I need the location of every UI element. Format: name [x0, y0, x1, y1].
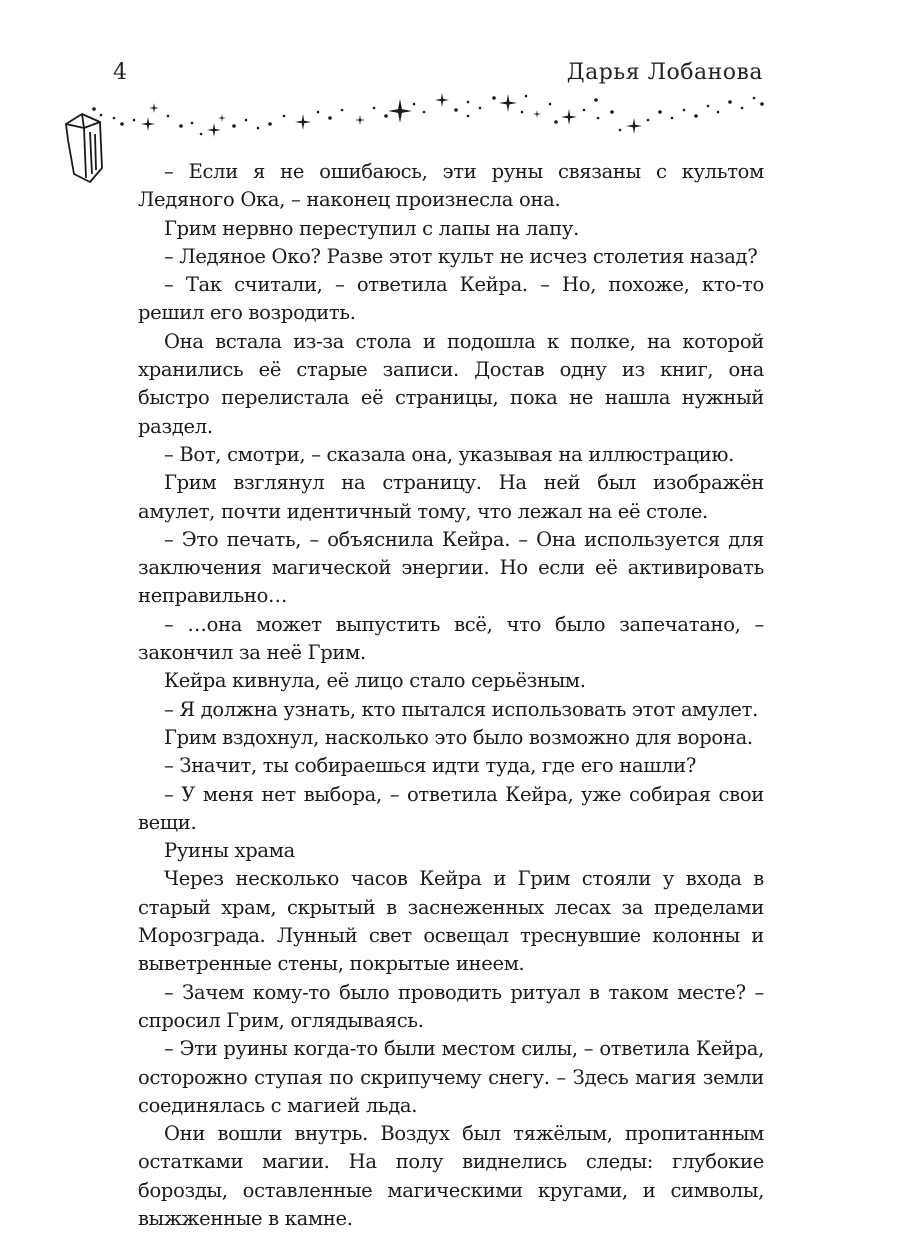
star-dot-icon [328, 116, 332, 120]
star-icon [626, 118, 642, 134]
star-dot-icon [707, 105, 710, 108]
paragraph: – Эти руины когда-то были местом силы, – ответила Кейра, осторожно ступая по скрипучему снегу. – Здесь магия земли соединялась с магией льда. [138, 1037, 764, 1117]
star-dot-icon [113, 117, 116, 120]
star-dot-icon [133, 119, 136, 122]
paragraph: Грим нервно переступил с лапы на лапу. [164, 216, 579, 240]
star-dot-icon [341, 109, 344, 112]
star-dot-icon [257, 127, 260, 130]
star-dot-icon [232, 124, 236, 128]
star-dot-icon [647, 119, 650, 122]
star-icon [218, 114, 226, 122]
star-icon [207, 123, 221, 137]
paragraph: Через несколько часов Кейра и Грим стояли у входа в старый храм, скрытый в заснеженных лесах за пределами Морозграда. Лунный свет освещал треснувшие колонны и выветренные стены, покрытые инеем. [138, 867, 764, 976]
paragraph: – Если я не ошибаюсь, эти руны связаны с культом Ледяного Ока, – наконец произнесла она. [138, 160, 764, 212]
star-icon [435, 93, 449, 107]
star-dot-icon [167, 115, 170, 118]
section-heading: Руины храма [164, 839, 295, 863]
paragraph: – Ледяное Око? Разве этот культ не исчез столетия назад? [164, 244, 758, 268]
paragraph: Кейра кивнула, её лицо стало серьёзным. [164, 669, 586, 693]
star-icon [388, 99, 412, 123]
star-dot-icon [753, 97, 756, 100]
star-icon [355, 115, 365, 125]
star-icon [533, 110, 541, 118]
star-dot-icon [521, 111, 524, 114]
star-icon [149, 103, 159, 113]
star-dot-icon [525, 95, 528, 98]
star-icon [499, 94, 517, 112]
star-dot-icon [717, 111, 720, 114]
paragraph: Грим взглянул на страницу. На ней был изображён амулет, почти идентичный тому, что лежал на её столе. [138, 471, 764, 523]
star-dot-icon [619, 129, 622, 132]
star-dot-icon [728, 100, 732, 104]
star-dot-icon [92, 107, 96, 111]
star-dot-icon [683, 109, 686, 112]
paragraph: – …она может выпустить всё, что было запечатано, – закончил за неё Грим. [138, 612, 764, 665]
page-number: 4 [113, 60, 127, 85]
paragraph: – Значит, ты собираешься идти туда, где его нашли? [164, 754, 697, 778]
paragraph: – Я должна узнать, кто пытался использовать этот амулет. [164, 697, 759, 721]
star-dot-icon [179, 124, 183, 128]
star-dot-icon [760, 102, 764, 106]
paragraph: – Это печать, – объяснила Кейра. – Она используется для заключения магической энергии. Но если её активировать неправильно… [138, 527, 764, 608]
paragraph: – Зачем кому-то было проводить ритуал в таком месте? – спросил Грим, оглядываясь. [138, 980, 764, 1032]
star-dot-icon [594, 98, 598, 102]
star-icon [92, 93, 764, 137]
paragraph: – У меня нет выбора, – ответила Кейра, уже собирая свои вещи. [138, 782, 764, 834]
star-dot-icon [317, 111, 320, 114]
star-icon [295, 114, 311, 130]
paragraph: – Так считали, – ответила Кейра. – Но, похоже, кто-то решил его возродить. [138, 273, 764, 325]
star-dot-icon [373, 107, 376, 110]
paragraph: – Вот, смотри, – сказала она, указывая на иллюстрацию. [164, 442, 735, 466]
star-dot-icon [191, 122, 194, 125]
star-dot-icon [554, 120, 558, 124]
star-dot-icon [583, 109, 586, 112]
star-dot-icon [597, 117, 600, 120]
star-icon [561, 109, 577, 125]
star-dot-icon [492, 96, 496, 100]
star-dot-icon [423, 111, 426, 114]
star-dot-icon [384, 114, 388, 118]
star-dot-icon [245, 119, 248, 122]
paragraph: Она встала из-за стола и подошла к полке, на которой хранились её старые записи. Достав одну из книг, она быстро перелистала её страницы, пока не нашла нужный раздел. [138, 329, 764, 438]
paragraph: Они вошли внутрь. Воздух был тяжёлым, пропитанным остатками магии. На полу виднелись следы: глубокие борозды, оставленные магическими кругами, и символы, выжженные в камне. [138, 1122, 764, 1230]
star-icon [141, 117, 155, 131]
star-dot-icon [658, 110, 662, 114]
star-dot-icon [268, 122, 272, 126]
star-dot-icon [100, 114, 103, 117]
star-dot-icon [200, 133, 203, 136]
star-dot-icon [671, 117, 674, 120]
crystal-icon [66, 114, 102, 182]
star-dot-icon [549, 103, 552, 106]
body-text [138, 158, 764, 1233]
star-dot-icon [467, 115, 470, 118]
star-dot-icon [694, 114, 698, 118]
star-dot-icon [479, 107, 482, 110]
star-dot-icon [610, 110, 614, 114]
paragraph: Грим вздохнул, насколько это было возможно для ворона. [164, 725, 753, 749]
star-dot-icon [454, 108, 458, 112]
star-dot-icon [120, 122, 124, 126]
star-dot-icon [741, 107, 744, 110]
star-dot-icon [283, 115, 286, 118]
star-dot-icon [467, 101, 470, 104]
star-dot-icon [413, 103, 416, 106]
author-name: Дарья Лобанова [566, 60, 763, 85]
